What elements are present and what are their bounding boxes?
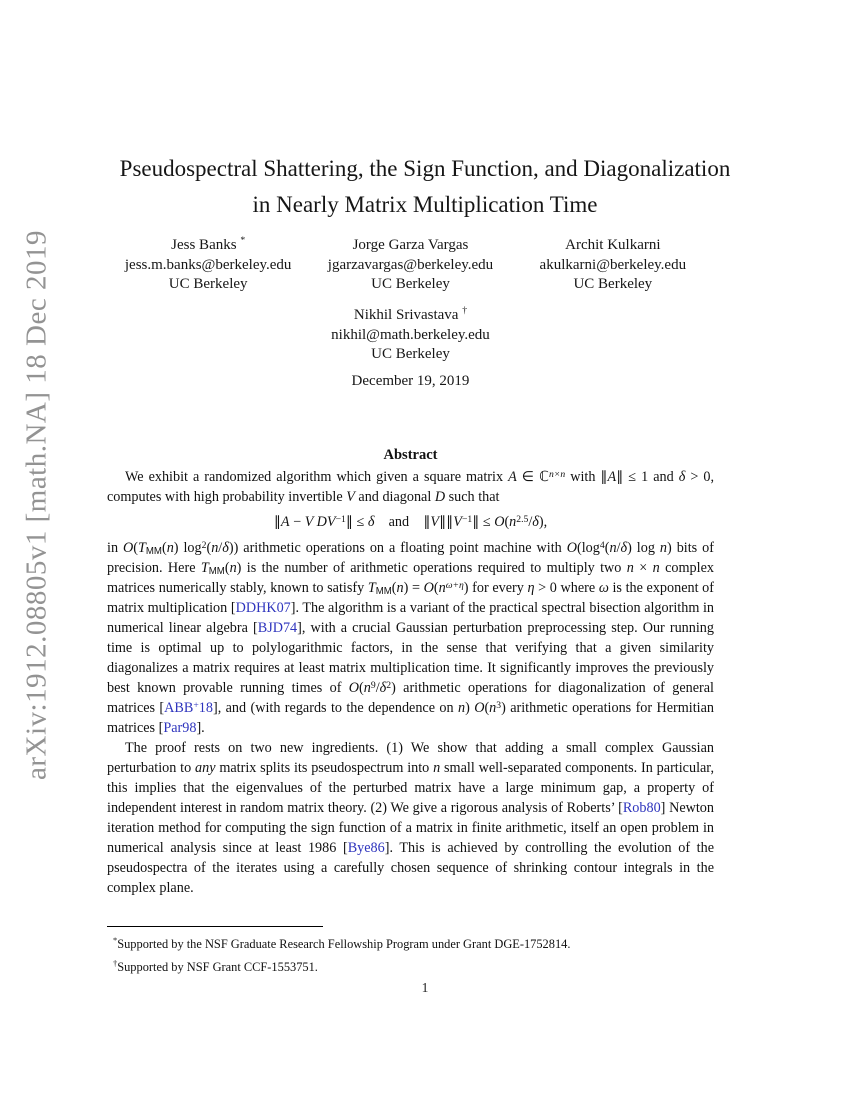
text-segment: ) — [465, 700, 475, 716]
text-segment: ω+η — [445, 579, 464, 591]
author-name-text: Jorge Garza Vargas — [352, 237, 469, 253]
text-segment: and diagonal — [354, 489, 435, 505]
footnote-text: Supported by NSF Grant CCF-1553751. — [117, 959, 318, 974]
citation-link[interactable]: BJD74 — [257, 620, 298, 636]
text-segment: ) bits of precision. Here — [107, 540, 714, 576]
text-segment: V DV — [304, 514, 336, 530]
citation-link[interactable]: + — [193, 699, 199, 711]
text-segment: D — [434, 489, 446, 505]
citation-link[interactable]: 18 — [198, 700, 213, 716]
text-segment: / — [218, 540, 223, 556]
text-segment: V — [453, 514, 462, 530]
text-segment: δ — [532, 514, 539, 530]
text-segment: ], and (with regards to the dependence on — [212, 700, 458, 716]
text-segment: ( — [484, 700, 490, 716]
text-segment: ∥∥ — [439, 514, 454, 530]
text-segment: A — [607, 469, 617, 485]
text-segment: n — [652, 560, 660, 576]
text-segment: V — [346, 489, 355, 505]
citation-link[interactable]: Par98 — [163, 720, 197, 736]
author-name-text: Archit Kulkarni — [565, 237, 661, 253]
footnote-marker-dagger: † — [113, 957, 118, 968]
text-segment: η — [527, 580, 535, 596]
text-segment: ) log — [627, 540, 660, 556]
text-segment: small well-separated components. In particular, this implies that the eigenvalues of the perturbed matrix have a large minimum gap, a property of independent interest in random matrix theory. (2) We give a rigorous analysis of Roberts’ [ — [107, 760, 715, 816]
text-segment: V — [430, 514, 440, 530]
author-email: jgarzavargas@berkeley.edu — [327, 256, 494, 273]
text-segment: in — [107, 540, 124, 556]
author-email: nikhil@math.berkeley.edu — [331, 326, 490, 343]
abstract-paragraph-1 — [107, 467, 714, 507]
authors-row-2 — [107, 301, 714, 365]
text-segment: The proof rests on two new ingredients. (1) We show that adding a small complex Gaussian perturbation to — [107, 740, 714, 776]
text-segment: n — [438, 580, 446, 596]
text-segment: T — [138, 540, 146, 556]
text-segment: ∥ ≤ — [472, 514, 495, 530]
citation-link[interactable]: Rob80 — [622, 800, 661, 816]
text-segment: ∥ — [273, 514, 281, 530]
text-segment: / — [616, 540, 621, 556]
text-segment: ] Newton iteration method for computing the sign function of a matrix in finite arithmetic, itself an open problem in numerical analysis since at least 1986 [ — [107, 800, 714, 856]
text-segment: n — [229, 560, 237, 576]
text-segment: n — [457, 700, 466, 716]
author-name-text: Jess Banks — [171, 237, 237, 253]
text-segment: MM — [145, 546, 162, 558]
text-segment: T — [200, 560, 209, 576]
author-block-jorge-garza-vargas — [309, 231, 511, 295]
text-segment: n — [659, 540, 667, 556]
text-segment: ) arithmetic operations for Hermitian matrices [ — [107, 700, 715, 736]
author-name — [512, 231, 714, 256]
text-segment: n — [509, 514, 517, 530]
footnote-2 — [107, 954, 714, 977]
text-segment: A — [508, 469, 517, 485]
text-segment: ( — [391, 580, 397, 596]
text-segment: O — [123, 540, 134, 556]
text-segment: n — [396, 580, 404, 596]
text-segment: 2 — [201, 539, 207, 551]
text-segment: ( — [206, 540, 212, 556]
text-segment: ]. This is achieved by controlling the evolution of the pseudospectra of the iterates using a carefully chosen sequence of shrinking contour integrals in the complex plane. — [107, 840, 715, 896]
abstract-paragraph-2 — [107, 538, 714, 738]
text-segment: δ — [678, 469, 686, 485]
text-segment: O — [348, 680, 360, 696]
text-segment: ω — [598, 580, 609, 596]
text-segment: − — [289, 514, 305, 530]
text-segment: ∥ ≤ — [345, 514, 368, 530]
abstract-heading: Abstract — [383, 447, 438, 463]
footnote-marker-dagger: † — [462, 305, 468, 316]
text-segment: n — [609, 540, 617, 556]
arxiv-watermark: arXiv:1912.08805v1 [math.NA] 18 Dec 2019 — [20, 230, 53, 780]
text-segment: n — [626, 560, 634, 576]
text-segment: ( — [359, 680, 364, 696]
paper-title-line-1: Pseudospectral Shattering, the Sign Function, and Diagonalization — [119, 156, 731, 181]
text-segment: ), — [538, 514, 548, 530]
text-segment: 3 — [496, 699, 502, 711]
text-segment: / — [528, 514, 533, 530]
text-segment: δ — [620, 540, 628, 556]
text-segment: )) arithmetic operations on a floating point machine with — [228, 540, 567, 556]
author-block-archit-kulkarni — [512, 231, 714, 295]
text-segment: MM — [375, 586, 392, 598]
text-segment: / — [375, 680, 380, 696]
citation-link[interactable]: ABB — [164, 700, 194, 716]
text-segment: ]. — [196, 720, 205, 736]
text-segment: ∥ — [423, 514, 431, 530]
text-segment: δ — [367, 514, 375, 530]
text-segment: n — [489, 700, 497, 716]
text-segment: any — [195, 760, 216, 776]
text-segment: ( — [224, 560, 230, 576]
footnote-text: Supported by the NSF Graduate Research Fellowship Program under Grant DGE-1752814. — [117, 937, 571, 952]
text-segment: such that — [445, 489, 500, 505]
text-segment: n — [363, 680, 371, 696]
paper-date: December 19, 2019 — [351, 373, 470, 389]
text-segment: A — [280, 514, 290, 530]
display-formula — [107, 512, 714, 532]
text-segment: ) is the number of arithmetic operations required to multiply two — [236, 560, 627, 576]
text-segment: O — [474, 700, 485, 716]
text-segment: × — [633, 560, 653, 576]
author-block-jess-banks — [107, 231, 309, 295]
text-segment: n — [211, 540, 219, 556]
authors-row-1 — [107, 231, 714, 295]
citation-link[interactable]: DDHK07 — [235, 600, 291, 616]
author-email: akulkarni@berkeley.edu — [539, 256, 687, 273]
text-segment: We exhibit a randomized algorithm which given a square matrix — [125, 469, 509, 485]
paper-title — [0, 151, 850, 223]
text-segment: 2 — [386, 679, 392, 691]
text-segment: ( — [504, 514, 510, 530]
author-affiliation: UC Berkeley — [371, 346, 450, 362]
text-segment: ( — [604, 540, 610, 556]
text-segment: and — [374, 514, 424, 530]
text-segment: ( — [133, 540, 138, 556]
text-segment: O — [494, 514, 505, 530]
text-segment: 2.5 — [516, 513, 529, 525]
footnote-marker-asterisk: * — [113, 935, 118, 945]
text-segment: ( — [161, 540, 167, 556]
author-affiliation: UC Berkeley — [371, 276, 450, 292]
footnote-marker-asterisk: * — [240, 235, 246, 246]
text-segment: −1 — [335, 513, 346, 525]
text-segment: ) arithmetic operations for diagonalization of general matrices [ — [107, 680, 714, 716]
citation-link[interactable]: Bye86 — [347, 840, 385, 856]
author-name — [301, 301, 521, 326]
author-name — [309, 231, 511, 256]
text-segment: complex matrices numerically stably, known to satisfy — [107, 560, 714, 596]
text-segment: δ — [222, 540, 229, 556]
page-number: 1 — [421, 980, 429, 995]
text-segment: ) log — [173, 540, 202, 556]
footnote-1 — [107, 931, 714, 954]
text-segment: 9 — [370, 679, 376, 691]
text-segment: −1 — [461, 513, 473, 525]
author-email: jess.m.banks@berkeley.edu — [124, 256, 292, 273]
text-segment: O — [566, 540, 578, 556]
author-affiliation: UC Berkeley — [168, 276, 248, 292]
paper-title-line-2: in Nearly Matrix Multiplication Time — [252, 192, 598, 217]
text-segment: n×n — [549, 468, 566, 480]
text-segment: ], with a crucial Gaussian perturbation preprocessing step. Our running time is optimal up to polylogarithmic factors, in the sense that verifying that a given similarity diagonalizes a matrix requires at least matrix multiplication time. It significantly improves the previously best known provable running times of — [107, 620, 714, 696]
text-segment: MM — [208, 566, 225, 578]
author-block-nikhil-srivastava — [301, 301, 521, 365]
text-segment: with ∥ — [565, 469, 608, 485]
text-segment: ∥ ≤ 1 and — [616, 469, 679, 485]
text-segment: > 0, computes with high probability invertible — [107, 469, 714, 505]
abstract-paragraph-3 — [107, 738, 714, 898]
text-segment: 4 — [599, 539, 605, 551]
text-segment: O — [423, 580, 434, 596]
text-segment: T — [367, 580, 376, 596]
footnote-rule — [107, 926, 323, 927]
text-segment: matrix splits its pseudospectrum into — [215, 760, 434, 776]
text-segment: > 0 where — [534, 580, 599, 596]
text-segment: is the exponent of matrix multiplication [ — [107, 580, 714, 616]
text-segment: ) for every — [463, 580, 528, 596]
text-segment: δ — [379, 680, 387, 696]
text-segment: ( — [433, 580, 439, 596]
author-affiliation: UC Berkeley — [573, 276, 653, 292]
text-segment: ]. The algorithm is a variant of the practical spectral bisection algorithm in numerical linear algebra [ — [107, 600, 715, 636]
footnote-block — [107, 926, 714, 976]
text-segment: ) = — [403, 580, 424, 596]
abstract-body — [107, 467, 714, 898]
text-segment: n — [166, 540, 174, 556]
text-segment: n — [433, 760, 441, 776]
author-name-text: Nikhil Srivastava — [353, 307, 459, 323]
text-segment: (log — [577, 540, 600, 556]
author-name — [107, 231, 309, 256]
text-segment: ∈ ℂ — [516, 469, 550, 485]
